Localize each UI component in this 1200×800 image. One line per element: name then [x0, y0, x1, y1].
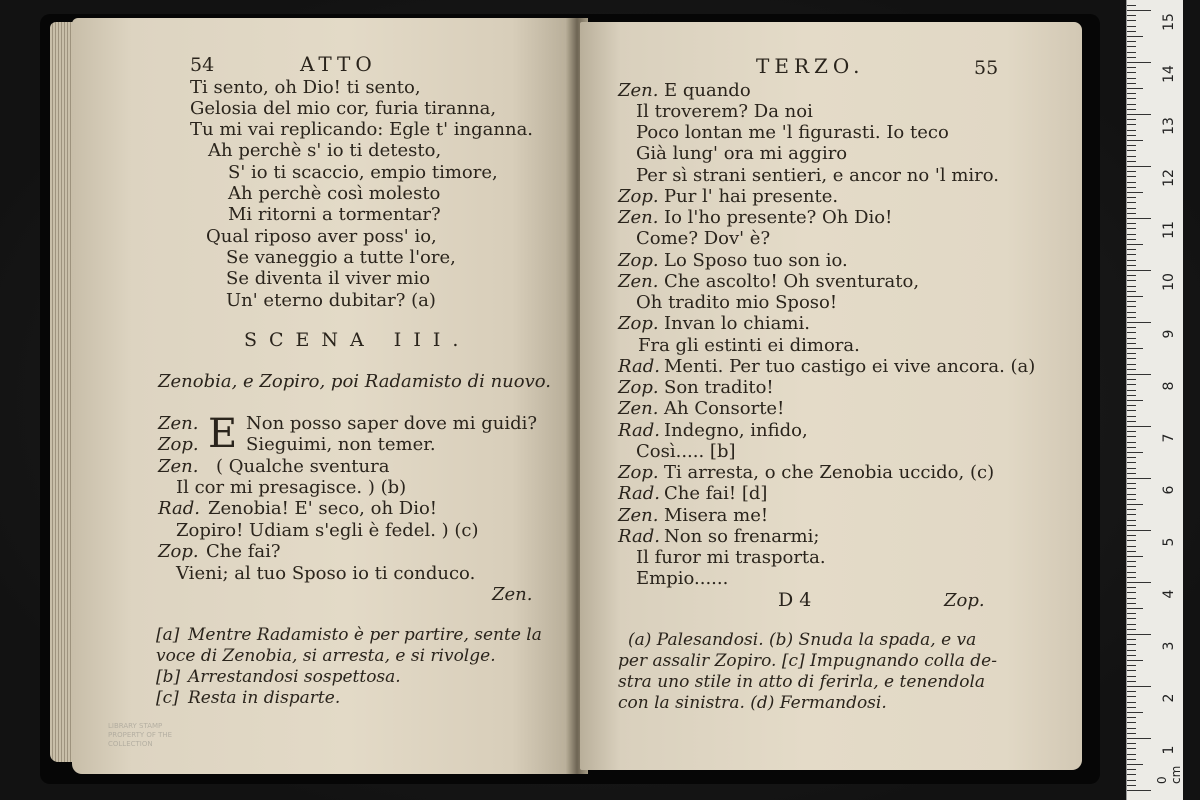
dialogue-line: Ti arresta, o che Zenobia uccido, (c) — [664, 462, 995, 483]
ruler-tick — [1127, 57, 1136, 58]
ruler-tick — [1127, 286, 1136, 287]
speaker: Zen. — [618, 80, 659, 101]
ruler-tick — [1127, 442, 1136, 443]
ruler-tick — [1127, 140, 1143, 141]
ruler-tick — [1127, 499, 1136, 500]
speaker: Zop. — [618, 186, 659, 207]
verse-line: Se diventa il viver mio — [226, 268, 431, 289]
ruler-number: 2 — [1161, 693, 1177, 703]
ruler-tick — [1127, 759, 1136, 760]
ruler-tick — [1127, 135, 1136, 136]
speaker: Zop. — [158, 541, 199, 562]
ruler-tick — [1127, 447, 1136, 448]
footnote-mark: [b] — [156, 667, 181, 687]
ruler-tick — [1127, 540, 1136, 541]
dialogue-line: Il furor mi trasporta. — [636, 547, 826, 568]
footnote-line: Resta in disparte. — [188, 688, 341, 708]
ruler-tick — [1127, 421, 1136, 422]
ruler-tick — [1127, 613, 1136, 614]
ruler-tick — [1127, 790, 1151, 791]
ruler-tick — [1127, 31, 1136, 32]
ruler-tick — [1127, 410, 1136, 411]
ruler-tick — [1127, 275, 1136, 276]
dialogue-line: Zenobia! E' seco, oh Dio! — [208, 498, 438, 519]
ruler-tick — [1127, 457, 1136, 458]
verse-line: Tu mi vai replicando: Egle t' inganna. — [190, 119, 534, 140]
ruler-number: 8 — [1161, 381, 1177, 391]
dialogue-line: Così..... [b] — [636, 441, 736, 462]
ruler-tick — [1127, 364, 1136, 365]
ruler-tick — [1127, 582, 1151, 583]
dialogue-line: Empio...... — [636, 568, 729, 589]
ruler-tick — [1127, 431, 1136, 432]
ruler-tick — [1127, 556, 1143, 557]
ruler-tick — [1127, 416, 1136, 417]
ruler-tick — [1127, 769, 1136, 770]
ruler-tick — [1127, 712, 1143, 713]
ruler-tick — [1127, 660, 1143, 661]
dialogue-line: Sieguimi, non temer. — [246, 434, 436, 455]
ruler-tick — [1127, 343, 1136, 344]
ruler-number: 13 — [1161, 117, 1177, 135]
ruler-tick — [1127, 67, 1136, 68]
ruler-tick — [1127, 546, 1136, 547]
dialogue-line: Indegno, infido, — [664, 420, 808, 441]
catchword: Zen. — [492, 584, 533, 605]
ruler-tick — [1127, 338, 1136, 339]
ruler-number: 15 — [1161, 13, 1177, 31]
ruler-tick — [1127, 473, 1136, 474]
dialogue-line: Che ascolto! Oh sventurato, — [664, 271, 920, 292]
ruler-number: 11 — [1161, 221, 1177, 239]
speaker: Zop. — [618, 250, 659, 271]
ruler-tick — [1127, 306, 1136, 307]
dialogue-line: Oh tradito mio Sposo! — [636, 292, 838, 313]
ruler-tick — [1127, 603, 1136, 604]
dialogue-line: Che fai! [d] — [664, 483, 768, 504]
ruler-tick — [1127, 244, 1143, 245]
ruler-tick — [1127, 104, 1136, 105]
ruler-tick — [1127, 384, 1136, 385]
ruler-number: 10 — [1161, 273, 1177, 291]
scene-persons: Zenobia, e Zopiro, poi Radamisto di nuovo. — [158, 371, 552, 392]
ruler-tick — [1127, 395, 1136, 396]
ruler-tick — [1127, 520, 1136, 521]
ruler-tick — [1127, 670, 1136, 671]
speaker: Zen. — [618, 207, 659, 228]
ruler-tick — [1127, 644, 1136, 645]
dialogue-line: Il troverem? Da noi — [636, 101, 813, 122]
ruler-tick — [1127, 280, 1136, 281]
ruler-tick — [1127, 639, 1136, 640]
dialogue-line: Misera me! — [664, 505, 769, 526]
speaker: Zen. — [618, 505, 659, 526]
dialogue-line: Menti. Per tuo castigo ei vive ancora. (a) — [664, 356, 1036, 377]
ruler-tick — [1127, 780, 1136, 781]
catchword: Zop. — [944, 590, 985, 611]
dialogue-line: Fra gli estinti ei dimora. — [638, 335, 860, 356]
speaker: Rad. — [158, 498, 200, 519]
ruler-tick — [1127, 509, 1136, 510]
left-running-head: ATTO — [300, 52, 377, 76]
ruler-tick — [1127, 374, 1151, 375]
ruler-number: 5 — [1161, 537, 1177, 547]
footnote-mark: [a] — [156, 625, 180, 645]
ruler-tick — [1127, 426, 1151, 427]
ruler-tick — [1127, 390, 1136, 391]
ruler-tick — [1127, 301, 1136, 302]
ruler-tick — [1127, 592, 1136, 593]
ruler-tick — [1127, 291, 1136, 292]
ruler-tick — [1127, 72, 1136, 73]
ruler-tick — [1127, 722, 1136, 723]
verse-line: Qual riposo aver poss' io, — [206, 226, 437, 247]
dialogue-line: Vieni; al tuo Sposo io ti conduco. — [176, 563, 476, 584]
ruler-tick — [1127, 561, 1136, 562]
ruler-tick — [1127, 650, 1136, 651]
dialogue-line: Non so frenarmi; — [664, 526, 820, 547]
ruler-tick — [1127, 535, 1136, 536]
ruler-tick — [1127, 452, 1143, 453]
measurement-ruler — [1126, 0, 1183, 800]
ruler-tick — [1127, 254, 1136, 255]
footnote-line: voce di Zenobia, si arresta, e si rivolge. — [156, 646, 496, 666]
ruler-tick — [1127, 733, 1136, 734]
ruler-tick — [1127, 665, 1136, 666]
footnote-line: Mentre Radamisto è per partire, sente la — [188, 625, 542, 645]
speaker: Rad. — [618, 526, 660, 547]
dialogue-line: Che fai? — [206, 541, 281, 562]
dialogue-line: Lo Sposo tuo son io. — [664, 250, 848, 271]
footnote-line: (a) Palesandosi. (b) Snuda la spada, e va — [628, 630, 977, 650]
speaker: Zen. — [618, 398, 659, 419]
ruler-tick — [1127, 322, 1151, 323]
ruler-tick — [1127, 218, 1151, 219]
ruler-number: 1 — [1161, 745, 1177, 755]
ruler-tick — [1127, 83, 1136, 84]
ruler-tick — [1127, 748, 1136, 749]
dialogue-line: Son tradito! — [664, 377, 774, 398]
ruler-tick — [1127, 525, 1136, 526]
ruler-tick — [1127, 234, 1136, 235]
ruler-tick — [1127, 182, 1136, 183]
dialogue-line: Come? Dov' è? — [636, 228, 771, 249]
ruler-tick — [1127, 192, 1143, 193]
verse-line: Ah perchè così molesto — [228, 183, 441, 204]
ruler-tick — [1127, 774, 1136, 775]
ruler-tick — [1127, 93, 1136, 94]
ruler-number: 4 — [1161, 589, 1177, 599]
ruler-tick — [1127, 46, 1136, 47]
ruler-tick — [1127, 208, 1136, 209]
ruler-tick — [1127, 52, 1136, 53]
ruler-tick — [1127, 400, 1143, 401]
ruler-tick — [1127, 358, 1136, 359]
ruler-tick — [1127, 717, 1136, 718]
verse-line: Mi ritorni a tormentar? — [228, 204, 441, 225]
ruler-tick — [1127, 754, 1136, 755]
ruler-tick — [1127, 551, 1136, 552]
ruler-tick — [1127, 743, 1136, 744]
ruler-tick — [1127, 530, 1151, 531]
dialogue-line: Invan lo chiami. — [664, 313, 810, 334]
ruler-tick — [1127, 26, 1136, 27]
ruler-tick — [1127, 187, 1136, 188]
ruler-number: 9 — [1161, 329, 1177, 339]
ruler-tick — [1127, 332, 1136, 333]
speaker: Zop. — [618, 313, 659, 334]
ruler-tick — [1127, 317, 1136, 318]
dialogue-line: E quando — [664, 80, 751, 101]
ruler-tick — [1127, 369, 1136, 370]
verse-line: Gelosia del mio cor, furia tiranna, — [190, 98, 497, 119]
ruler-tick — [1127, 213, 1136, 214]
verse-line: Se vaneggio a tutte l'ore, — [226, 247, 456, 268]
ruler-tick — [1127, 20, 1136, 21]
ruler-tick — [1127, 488, 1136, 489]
ruler-tick — [1127, 296, 1143, 297]
ruler-tick — [1127, 41, 1136, 42]
ruler-unit-label: 0 cm — [1155, 765, 1183, 784]
ruler-tick — [1127, 176, 1136, 177]
ruler-tick — [1127, 379, 1136, 380]
ruler-tick — [1127, 436, 1136, 437]
ruler-tick — [1127, 260, 1136, 261]
ruler-tick — [1127, 156, 1136, 157]
drop-cap: E — [208, 411, 238, 457]
ruler-number: 6 — [1161, 485, 1177, 495]
speaker: Rad. — [618, 356, 660, 377]
ruler-tick — [1127, 566, 1136, 567]
footnote-mark: [c] — [156, 688, 179, 708]
ruler-tick — [1127, 124, 1136, 125]
ruler-tick — [1127, 618, 1136, 619]
ruler-tick — [1127, 468, 1136, 469]
ruler-tick — [1127, 728, 1136, 729]
ruler-tick — [1127, 462, 1136, 463]
ruler-tick — [1127, 686, 1151, 687]
ruler-tick — [1127, 494, 1136, 495]
ruler-tick — [1127, 707, 1136, 708]
left-page-number: 54 — [190, 54, 215, 76]
ruler-tick — [1127, 145, 1136, 146]
ruler-tick — [1127, 655, 1136, 656]
ruler-tick — [1127, 629, 1136, 630]
ruler-tick — [1127, 197, 1136, 198]
ruler-tick — [1127, 36, 1143, 37]
footnote-line: per assalir Zopiro. [c] Impugnando colla de- — [618, 651, 997, 671]
ruler-tick — [1127, 504, 1143, 505]
speaker: Zop. — [158, 434, 199, 455]
ruler-tick — [1127, 598, 1136, 599]
footnote-line: con la sinistra. (d) Fermandosi. — [618, 693, 887, 713]
ruler-tick — [1127, 270, 1151, 271]
verse-line: S' io ti scaccio, empio timore, — [228, 162, 498, 183]
dialogue-line: Ah Consorte! — [664, 398, 785, 419]
ruler-tick — [1127, 764, 1143, 765]
speaker: Rad. — [618, 483, 660, 504]
speaker: Rad. — [618, 420, 660, 441]
ruler-number: 12 — [1161, 169, 1177, 187]
ruler-tick — [1127, 119, 1136, 120]
scene-title: SCENA III. — [244, 329, 471, 351]
ruler-tick — [1127, 785, 1136, 786]
dialogue-line: Non posso saper dove mi guidi? — [246, 413, 538, 434]
left-page — [72, 18, 572, 774]
ruler-tick — [1127, 78, 1136, 79]
ruler-tick — [1127, 676, 1136, 677]
ruler-tick — [1127, 478, 1151, 479]
ruler-tick — [1127, 405, 1136, 406]
ruler-tick — [1127, 62, 1151, 63]
footnote-line: Arrestandosi sospettosa. — [188, 667, 401, 687]
speaker: Zen. — [158, 456, 199, 477]
ruler-tick — [1127, 738, 1151, 739]
ruler-tick — [1127, 327, 1136, 328]
footnote-line: stra uno stile in atto di ferirla, e tenendola — [618, 672, 986, 692]
ruler-tick — [1127, 223, 1136, 224]
ruler-tick — [1127, 166, 1151, 167]
ruler-tick — [1127, 587, 1136, 588]
ruler-tick — [1127, 10, 1151, 11]
ruler-tick — [1127, 691, 1136, 692]
speaker: Zop. — [618, 377, 659, 398]
ruler-tick — [1127, 696, 1136, 697]
ruler-tick — [1127, 577, 1136, 578]
ruler-tick — [1127, 624, 1136, 625]
ruler-tick — [1127, 681, 1136, 682]
verse-line: Ah perchè s' io ti detesto, — [208, 140, 442, 161]
ruler-tick — [1127, 312, 1136, 313]
speaker: Zen. — [158, 413, 199, 434]
ruler-tick — [1127, 348, 1143, 349]
ruler-tick — [1127, 249, 1136, 250]
right-running-head: TERZO. — [756, 54, 865, 78]
ruler-tick — [1127, 15, 1136, 16]
ruler-tick — [1127, 702, 1136, 703]
ruler-tick — [1127, 239, 1136, 240]
ruler-tick — [1127, 171, 1136, 172]
ruler-number: 14 — [1161, 65, 1177, 83]
dialogue-line: Già lung' ora mi aggiro — [636, 143, 848, 164]
dialogue-line: ( Qualche sventura — [216, 456, 390, 477]
ruler-tick — [1127, 572, 1136, 573]
ruler-tick — [1127, 161, 1136, 162]
ruler-tick — [1127, 353, 1136, 354]
signature-mark: D 4 — [778, 589, 812, 611]
ruler-tick — [1127, 109, 1136, 110]
ruler-number: 3 — [1161, 641, 1177, 651]
ruler-tick — [1127, 150, 1136, 151]
ruler-tick — [1127, 114, 1151, 115]
verse-line: Ti sento, oh Dio! ti sento, — [190, 77, 421, 98]
ruler-tick — [1127, 483, 1136, 484]
ruler-tick — [1127, 88, 1143, 89]
ruler-tick — [1127, 130, 1136, 131]
dialogue-line: Pur l' hai presente. — [664, 186, 839, 207]
right-page-number: 55 — [974, 57, 999, 79]
right-page — [580, 22, 1082, 770]
dialogue-line: Per sì strani sentieri, e ancor no 'l miro. — [636, 165, 999, 186]
ruler-tick — [1127, 634, 1151, 635]
dialogue-line: Io l'ho presente? Oh Dio! — [664, 207, 893, 228]
ruler-tick — [1127, 265, 1136, 266]
speaker: Zop. — [618, 462, 659, 483]
dialogue-line: Poco lontan me 'l figurasti. Io teco — [636, 122, 949, 143]
dialogue-line: Zopiro! Udiam s'egli è fedel. ) (c) — [176, 520, 479, 541]
verse-line: Un' eterno dubitar? (a) — [226, 290, 436, 311]
dialogue-line: Il cor mi presagisce. ) (b) — [176, 477, 407, 498]
speaker: Zen. — [618, 271, 659, 292]
ruler-tick — [1127, 228, 1136, 229]
ruler-tick — [1127, 608, 1143, 609]
ruler-number: 7 — [1161, 433, 1177, 443]
ruler-tick — [1127, 202, 1136, 203]
ruler-tick — [1127, 5, 1136, 6]
ruler-tick — [1127, 514, 1136, 515]
ruler-tick — [1127, 98, 1136, 99]
library-stamp: LIBRARY STAMP PROPERTY OF THE COLLECTION — [108, 722, 173, 748]
